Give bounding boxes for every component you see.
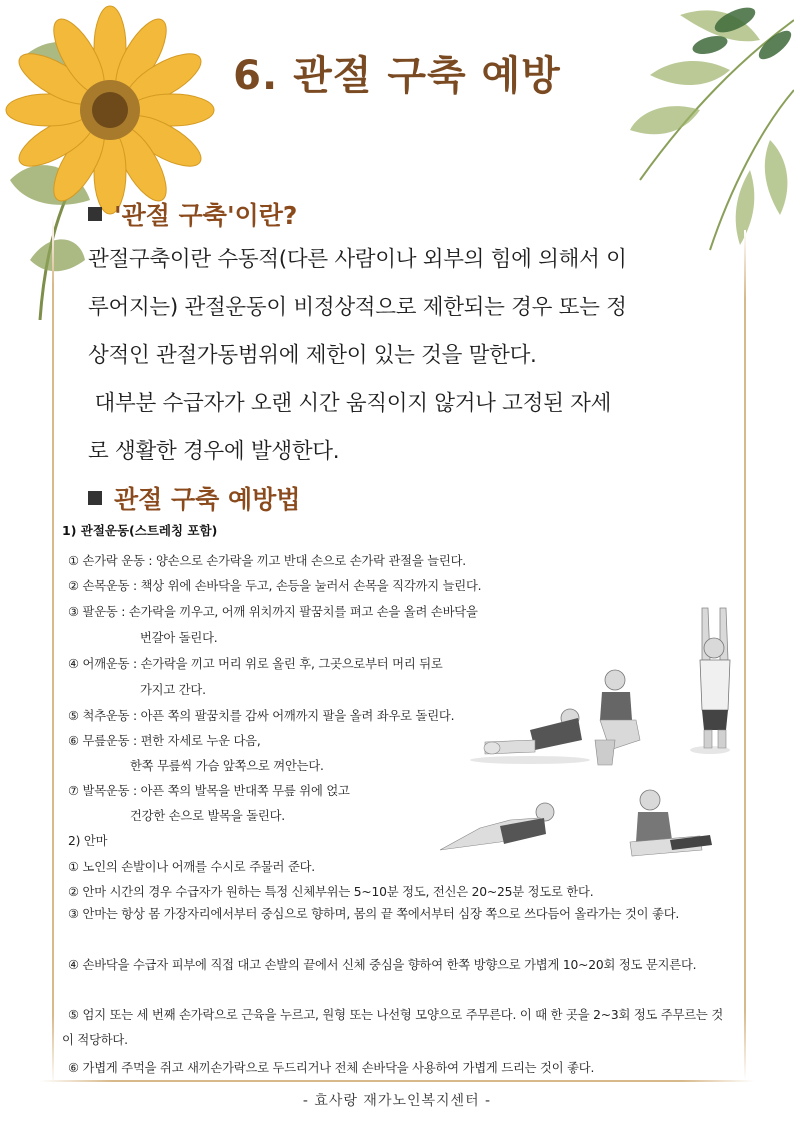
page-title: 6. 관절 구축 예방 <box>233 53 561 99</box>
frame-bottom-border <box>40 1080 754 1082</box>
exercise-item-continued: 번갈아 돌린다. <box>140 631 218 645</box>
square-bullet-icon <box>88 207 102 221</box>
footer-organization: - 효사랑 재가노인복지센터 - <box>302 1093 492 1109</box>
exercise-item: ⑥ 무릎운동 : 편한 자세로 누운 다음, <box>68 734 261 748</box>
exercise-item: ① 손가락 운동 : 양손으로 손가락을 끼고 반대 손으로 손가락 관절을 늘린다. <box>68 554 466 568</box>
frame-right-border <box>744 230 746 1080</box>
paragraph-line: 루어지는) 관절운동이 비정상적으로 제한되는 경우 또는 정 <box>88 295 627 320</box>
massage-item: ⑥ 가볍게 주먹을 쥐고 새끼손가락으로 두드리거나 전체 손바닥을 사용하여 가볍게 드리는 것이 좋다. <box>68 1061 595 1075</box>
exercise-item: ⑦ 발목운동 : 아픈 쪽의 발목을 반대쪽 무릎 위에 얹고 <box>68 784 350 798</box>
exercise-item: ② 손목운동 : 책상 위에 손바닥을 두고, 손등을 눌러서 손목을 직각까지 늘린다. <box>68 579 482 593</box>
palm-leaves-decoration <box>560 0 794 260</box>
paragraph-line: 로 생활한 경우에 발생한다. <box>88 439 340 464</box>
massage-item: ⑤ 엄지 또는 세 번째 손가락으로 근육을 누르고, 원형 또는 나선형 모양으로 주무른다. 이 때 한 곳을 2~3회 정도 주무르는 것이 적당하다. <box>62 1008 723 1047</box>
massage-item: ④ 손바닥을 수급자 피부에 직접 대고 손발의 끝에서 신체 중심을 향하여 한쪽 방향으로 가볍게 10~20회 정도 문지른다. <box>68 958 697 972</box>
paragraph-line: 대부분 수급자가 오랜 시간 움직이지 않거나 고정된 자세 <box>88 391 612 416</box>
massage-item: ③ 안마는 항상 몸 가장자리에서부터 중심으로 향하며, 몸의 끝 쪽에서부터 심장 쪽으로 쓰다듬어 올라가는 것이 좋다. <box>68 907 680 921</box>
section-heading-prevention <box>88 480 300 516</box>
massage-subtitle: 2) 안마 <box>68 834 108 848</box>
heading-text: '관절 구축'이란? <box>114 201 298 230</box>
exercise-item-continued: 건강한 손으로 발목을 돌린다. <box>130 809 285 823</box>
exercise-item-continued: 가지고 간다. <box>140 683 206 697</box>
paragraph-line: 관절구축이란 수동적(다른 사람이나 외부의 힘에 의해서 이 <box>88 247 627 272</box>
massage-item: ② 안마 시간의 경우 수급자가 원하는 특정 신체부위는 5~10분 정도, 전신은 20~25분 정도로 한다. <box>68 885 594 899</box>
frame-left-border <box>52 215 54 1085</box>
exercise-item-continued: 한쪽 무릎씩 가슴 앞쪽으로 껴안는다. <box>130 759 324 773</box>
massage-item: ① 노인의 손발이나 어깨를 수시로 주물러 준다. <box>68 860 316 874</box>
exercise-item: ③ 팔운동 : 손가락을 끼우고, 어깨 위치까지 팔꿈치를 펴고 손을 올려 손바닥을 <box>68 605 478 619</box>
square-bullet-icon <box>88 491 102 505</box>
definition-paragraph <box>88 236 728 476</box>
exercise-item: ④ 어깨운동 : 손가락을 끼고 머리 위로 올린 후, 그곳으로부터 머리 뒤로 <box>68 657 443 671</box>
stretching-figures-illustration <box>440 600 740 870</box>
joint-exercise-subtitle: 1) 관절운동(스트레칭 포함) <box>62 523 218 538</box>
section-heading-definition <box>88 196 297 232</box>
exercise-item: ⑤ 척추운동 : 아픈 쪽의 팔꿈치를 감싸 어깨까지 팔을 올려 좌우로 돌린다. <box>68 709 455 723</box>
heading-text: 관절 구축 예방법 <box>114 485 301 514</box>
paragraph-line: 상적인 관절가동범위에 제한이 있는 것을 말한다. <box>88 343 537 368</box>
